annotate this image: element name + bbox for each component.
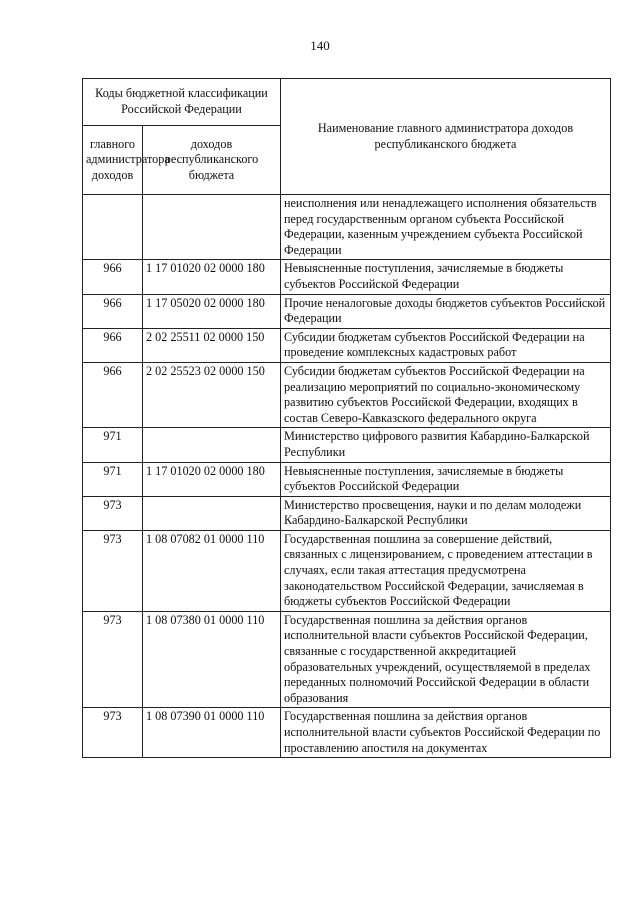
revenue-code-cell	[143, 496, 281, 530]
admin-code-cell: 973	[83, 611, 143, 708]
revenue-code-cell: 1 17 01020 02 0000 180	[143, 462, 281, 496]
admin-code-cell: 971	[83, 462, 143, 496]
administrator-name-cell: Субсидии бюджетам субъектов Российской Федерации на реализацию мероприятий по социально-экономическому развитию субъектов Российской Федерации, входящих в состав Северо-Кавказского федерального округа	[281, 362, 611, 427]
administrator-name-cell: Министерство просвещения, науки и по делам молодежи Кабардино-Балкарской Республики	[281, 496, 611, 530]
admin-code-cell: 966	[83, 328, 143, 362]
table-row	[83, 328, 611, 362]
administrator-name-cell: неисполнения или ненадлежащего исполнения обязательств перед государственным органом субъекта Российской Федерации, казенным учреждением субъекта Российской Федерации	[281, 195, 611, 260]
revenue-code-cell: 1 17 05020 02 0000 180	[143, 294, 281, 328]
revenue-code-cell: 1 08 07390 01 0000 110	[143, 708, 281, 758]
revenue-code-cell	[143, 195, 281, 260]
table-row	[83, 260, 611, 294]
table-row	[83, 195, 611, 260]
administrator-name-cell: Государственная пошлина за действия органов исполнительной власти субъектов Российской Федерации по проставлению апостиля на документах	[281, 708, 611, 758]
administrator-name-cell: Государственная пошлина за совершение действий, связанных с лицензированием, с проведением аттестации в случаях, если такая аттестация предусмотрена законодательством Российской Федерации, зачисляемая в бюджеты субъектов Российской Федерации	[281, 530, 611, 611]
admin-code-cell: 966	[83, 362, 143, 427]
administrator-name-cell: Государственная пошлина за действия органов исполнительной власти субъектов Российской Федерации, связанные с государственной аккредитацией образовательных учреждений, осуществляемой в пределах переданных полномочий Российской Федерации в области образования	[281, 611, 611, 708]
table-row	[83, 462, 611, 496]
table-row	[83, 294, 611, 328]
header-codes-group: Коды бюджетной классификации Российской Федерации	[83, 79, 281, 126]
table-row	[83, 362, 611, 427]
admin-code-cell: 973	[83, 708, 143, 758]
admin-code-cell: 971	[83, 428, 143, 462]
table-row	[83, 496, 611, 530]
admin-code-cell: 973	[83, 530, 143, 611]
revenue-code-cell: 2 02 25523 02 0000 150	[143, 362, 281, 427]
administrator-name-cell: Министерство цифрового развития Кабардино-Балкарской Республики	[281, 428, 611, 462]
admin-code-cell: 966	[83, 294, 143, 328]
admin-code-cell	[83, 195, 143, 260]
admin-code-cell: 966	[83, 260, 143, 294]
table-row	[83, 530, 611, 611]
revenue-code-cell: 1 08 07380 01 0000 110	[143, 611, 281, 708]
page-number: 140	[310, 38, 330, 53]
header-revenue-code: доходов республиканского бюджета	[143, 126, 281, 195]
revenue-code-cell	[143, 428, 281, 462]
revenue-code-cell: 1 08 07082 01 0000 110	[143, 530, 281, 611]
administrator-name-cell: Невыясненные поступления, зачисляемые в бюджеты субъектов Российской Федерации	[281, 260, 611, 294]
header-admin-code: главного администратора доходов	[83, 126, 143, 195]
table-row	[83, 428, 611, 462]
administrator-name-cell: Прочие неналоговые доходы бюджетов субъектов Российской Федерации	[281, 294, 611, 328]
administrator-name-cell: Невыясненные поступления, зачисляемые в бюджеты субъектов Российской Федерации	[281, 462, 611, 496]
revenue-code-cell: 2 02 25511 02 0000 150	[143, 328, 281, 362]
revenue-code-cell: 1 17 01020 02 0000 180	[143, 260, 281, 294]
table-row	[83, 708, 611, 758]
header-administrator-name: Наименование главного администратора доходов республиканского бюджета	[281, 79, 611, 195]
table-row	[83, 611, 611, 708]
admin-code-cell: 973	[83, 496, 143, 530]
budget-classification-table	[82, 78, 611, 758]
administrator-name-cell: Субсидии бюджетам субъектов Российской Федерации на проведение комплексных кадастровых работ	[281, 328, 611, 362]
